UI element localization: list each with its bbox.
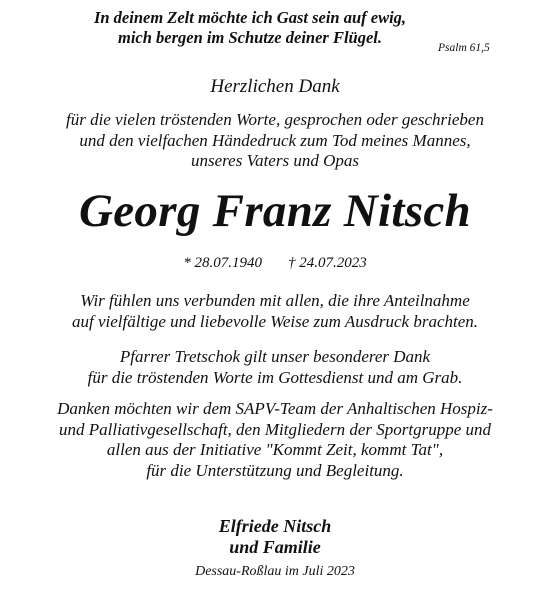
deceased-name: Georg Franz Nitsch xyxy=(79,185,471,237)
paragraph1-line-2: auf vielfältige und liebevolle Weise zum Ausdruck brachten. xyxy=(71,312,479,331)
verse-line-2: mich bergen im Schutze deiner Flügel. xyxy=(117,28,383,47)
paragraph-condolences xyxy=(0,290,550,332)
place-and-date: Dessau-Roßlau im Juli 2023 xyxy=(195,564,355,579)
signature-line-1: Elfriede Nitsch xyxy=(218,516,332,536)
signature xyxy=(0,516,550,558)
intro-line-1: für die vielen tröstenden Worte, gesprochen oder geschrieben xyxy=(66,110,484,129)
paragraph3-line-1: Danken möchten wir dem SAPV-Team der Anhaltischen Hospiz- xyxy=(57,399,493,418)
bible-verse xyxy=(40,8,460,48)
verse-line-1: In deinem Zelt möchte ich Gast sein auf ewig, xyxy=(93,8,407,27)
signature-line-2: und Familie xyxy=(229,537,321,557)
intro-line-2: und den vielfachen Händedruck zum Tod meines Mannes, xyxy=(79,130,471,150)
paragraph3-line-4: für die Unterstützung und Begleitung. xyxy=(146,460,404,480)
paragraph2-line-1: Pfarrer Tretschok gilt unser besonderer Dank xyxy=(119,347,431,366)
death-date: † 24.07.2023 xyxy=(288,255,367,271)
paragraph3-line-2: und Palliativgesellschaft, den Mitgliedern der Sportgruppe und xyxy=(58,419,492,439)
life-dates xyxy=(0,254,550,272)
birth-date: * 28.07.1940 xyxy=(183,255,262,271)
intro-line-3: unseres Vaters und Opas xyxy=(191,151,359,170)
paragraph-teams xyxy=(0,399,550,481)
intro-text xyxy=(0,110,550,172)
paragraph2-line-2: für die tröstenden Worte im Gottesdienst und am Grab. xyxy=(87,368,463,387)
verse-reference: Psalm 61,5 xyxy=(438,42,490,54)
thanks-heading: Herzlichen Dank xyxy=(210,76,340,97)
paragraph-pastor xyxy=(0,346,550,388)
paragraph1-line-1: Wir fühlen uns verbunden mit allen, die ihre Anteilnahme xyxy=(80,291,470,310)
paragraph3-line-3: allen aus der Initiative "Kommt Zeit, kommt Tat", xyxy=(106,440,444,459)
